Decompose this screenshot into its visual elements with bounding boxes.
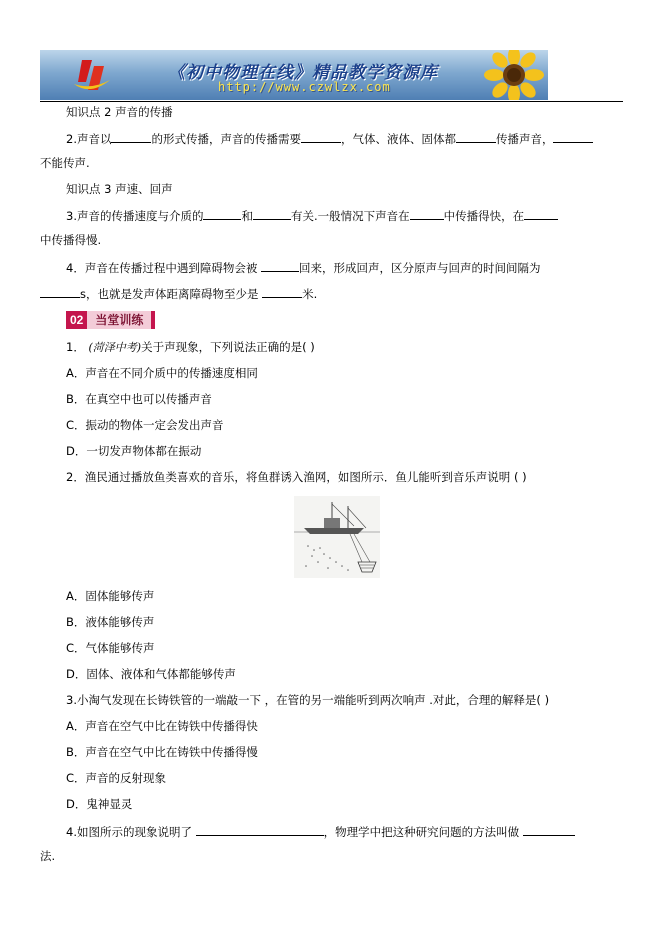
banner-title: 《初中物理在线》精品教学资源库 [168, 63, 438, 83]
p1-number: 1． [66, 340, 85, 354]
header-rule [40, 101, 623, 102]
q3-blank-2[interactable] [253, 207, 291, 220]
p4-text-c: 法. [40, 849, 56, 863]
p4-blank-2[interactable] [523, 823, 575, 836]
p4-text-b: ，物理学中把这种研究问题的方法叫做 [323, 825, 520, 839]
q3-text-d: 中传播得快，在 [443, 209, 525, 223]
kp2-question [66, 130, 593, 147]
kq4-text-c: s，也就是发声体距离障碍物至少是 [80, 287, 259, 301]
kq4-blank-1[interactable] [261, 259, 299, 272]
q3-blank-4[interactable] [524, 207, 558, 220]
q2-blank-4[interactable] [553, 130, 593, 143]
q3-blank-1[interactable] [203, 207, 241, 220]
p1-stem [66, 339, 315, 355]
section-tag [66, 311, 155, 329]
q2-text-e: 不能传声. [40, 156, 90, 170]
p2-option-a[interactable]: A．固体能够传声 [66, 589, 155, 603]
p1-option-c[interactable]: C．振动的物体一定会发出声音 [66, 418, 224, 432]
q2-text-a: 2.声音以 [66, 132, 112, 146]
p4-stem [66, 823, 575, 840]
q3-blank-3[interactable] [410, 207, 444, 220]
section-number: 02 [66, 311, 87, 329]
p4-blank-1[interactable] [196, 823, 324, 836]
kq4-line1 [66, 259, 540, 276]
p4-text-a: 4.如图所示的现象说明了 [66, 825, 192, 839]
banner-url: http://www.czwlzx.com [218, 80, 391, 94]
p1-option-d[interactable]: D．一切发声物体都在振动 [66, 444, 202, 458]
q3-text-b: 和 [241, 209, 253, 223]
p3-option-d[interactable]: D．鬼神显灵 [66, 797, 133, 811]
fishing-boat-figure [294, 496, 380, 578]
section-label: 当堂训练 [87, 311, 155, 329]
p3-stem: 3.小淘气发现在长铸铁管的一端敲一下 ，在管的另一端能听到两次响声 .对此，合理的解释是( ) [66, 693, 550, 707]
kp2-heading: 知识点 2 声音的传播 [66, 105, 173, 119]
q2-blank-2[interactable] [301, 130, 341, 143]
p3-option-a[interactable]: A．声音在空气中比在铸铁中传播得快 [66, 719, 258, 733]
q3-text-c: 有关.一般情况下声音在 [290, 209, 410, 223]
kq4-line2 [40, 285, 317, 302]
p3-option-c[interactable]: C．声音的反射现象 [66, 771, 167, 785]
p1-option-a[interactable]: A．声音在不同介质中的传播速度相同 [66, 366, 258, 380]
p1-source: (菏泽中考) [88, 341, 142, 354]
kq4-blank-2[interactable] [40, 285, 80, 298]
kq4-text-b: 回来，形成回声，区分原声与回声的时间间隔为 [298, 261, 541, 275]
kq4-blank-3[interactable] [262, 285, 302, 298]
p2-option-d[interactable]: D．固体、液体和气体都能够传声 [66, 667, 236, 681]
q3-text-e: 中传播得慢. [40, 233, 102, 247]
p1-stem-text: 关于声现象，下列说法正确的是( ) [141, 340, 315, 354]
kq4-text-d: 米. [302, 287, 318, 301]
q2-blank-3[interactable] [456, 130, 496, 143]
p2-option-b[interactable]: B．液体能够传声 [66, 615, 155, 629]
header-banner [40, 50, 548, 100]
p2-stem: 2．渔民通过播放鱼类喜欢的音乐，将鱼群诱入渔网，如图所示．鱼儿能听到音乐声说明 ( ) [66, 470, 527, 484]
q2-text-b: 的形式传播，声音的传播需要 [151, 132, 301, 146]
p3-option-b[interactable]: B．声音在空气中比在铸铁中传播得慢 [66, 745, 258, 759]
kp3-question [66, 207, 558, 224]
kq4-text-a: 4．声音在传播过程中遇到障碍物会被 [66, 261, 258, 275]
q2-text-d: 传播声音， [495, 132, 554, 146]
q3-text-a: 3.声音的传播速度与介质的 [66, 209, 204, 223]
q2-blank-1[interactable] [111, 130, 151, 143]
q2-text-c: ，气体、液体、固体都 [340, 132, 456, 146]
p2-option-c[interactable]: C．气体能够传声 [66, 641, 155, 655]
sunflower-icon [480, 50, 548, 100]
kp3-heading: 知识点 3 声速、回声 [66, 182, 173, 196]
p1-option-b[interactable]: B．在真空中也可以传播声音 [66, 392, 212, 406]
logo-icon [70, 56, 112, 96]
